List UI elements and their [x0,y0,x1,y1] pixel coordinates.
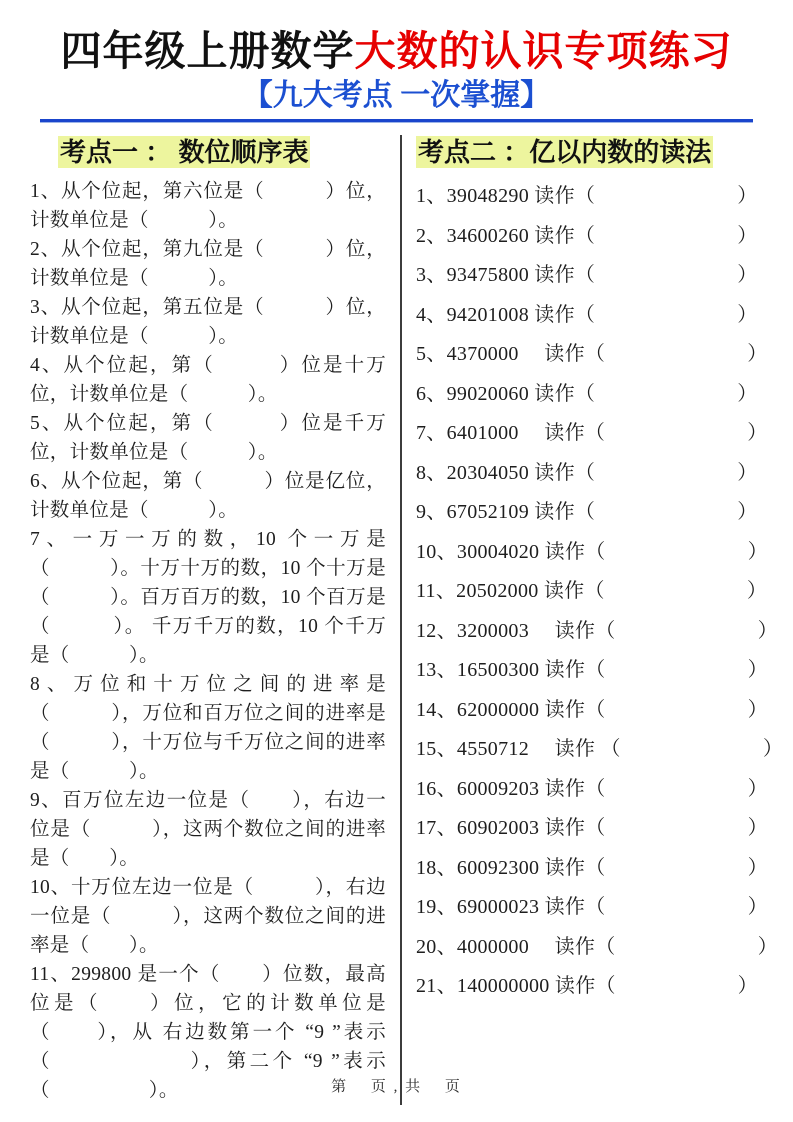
read-item-13: 13、16500300 读作（ ） [416,659,768,681]
read-item-2: 2、34600260 读作（ ） [416,224,758,247]
read-item-17: 17、60902003 读作（ ） [416,817,768,839]
content-columns [0,123,793,1105]
read-item-18: 18、60092300 读作（ ） [416,856,768,879]
read-item-14: 14、62000000 读作（ ） [416,698,768,721]
question-8: 8、万位和十万位之间的进率是（ ），万位和百万位之间的进率是（ ），十万位与千万位之间的进率是（ ）。 [30,674,386,782]
question-4: 4、从个位起，第（ ）位是十万位，计数单位是（ ）。 [30,355,386,405]
read-item-3: 3、93475800 读作（ ） [416,264,758,286]
read-item-7: 7、6401000 读作（ ） [416,422,768,444]
read-item-9: 9、67052109 读作（ ） [416,501,758,523]
section-place-value-order [30,135,392,1105]
question-6: 6、从个位起，第（ ）位是亿位，计数单位是（ ）。 [30,471,386,521]
question-11: 11、299800 是一个（ ）位数，最高位是（ ）位，它的计数单位是（ ），从 右边数第一个 “9 ”表示（ ），第二个 “9 ”表示（ ）。 [30,964,386,1101]
question-3: 3、从个位起，第五位是（ ）位，计数单位是（ ）。 [30,297,386,347]
page-header [0,0,793,114]
page-title [0,26,793,76]
question-10: 10、十万位左边一位是（ ），右边一位是（ ），这两个数位之间的进率是（ ）。 [30,877,386,956]
question-7: 7、一万一万的数，10 个一万是（ ）。十万十万的数，10 个十万是（ ）。百万百万的数，10 个百万是（ ）。 千万千万的数，10 个千万是（ ）。 [30,529,386,666]
question-9: 9、百万位左边一位是（ ），右边一位是（ ），这两个数位之间的进率是（ ）。 [30,790,386,869]
read-item-6: 6、99020060 读作（ ） [416,382,758,405]
read-item-1: 1、39048290 读作（ ） [416,185,758,207]
title-topic: 大数的认识专项练习 [354,28,733,74]
read-item-21: 21、140000000 读作（ ） [416,975,758,997]
read-item-20: 20、4000000 读作（ ） [416,935,778,958]
section-one-heading: 考点一 ： 数位顺序表 [60,137,309,167]
question-2: 2、从个位起，第九位是（ ）位，计数单位是（ ）。 [30,239,386,289]
read-item-15: 15、4550712 读作 （ ） [416,738,784,760]
read-item-5: 5、4370000 读作（ ） [416,343,768,365]
read-item-16: 16、60009203 读作（ ） [416,777,768,800]
read-item-10: 10、30004020 读作（ ） [416,540,768,563]
read-item-8: 8、20304050 读作（ ） [416,461,758,484]
page-footer: 第 页 , 共 页 [331,1079,462,1095]
read-item-19: 19、69000023 读作（ ） [416,896,768,918]
read-item-12: 12、3200003 读作（ ） [416,619,778,642]
section-two-heading: 考点二 ：亿以内数的读法 [418,137,712,167]
question-1: 1、从个位起，第六位是（ ）位，计数单位是（ ）。 [30,181,386,231]
title-course: 四年级上册数学 [60,28,355,74]
page-subtitle: 【九大考点 一次掌握】 [242,79,551,112]
read-item-11: 11、20502000 读作（ ） [416,580,768,602]
read-item-4: 4、94201008 读作（ ） [416,303,758,326]
section-reading-numbers [400,135,783,1105]
question-5: 5、从个位起，第（ ）位是千万位，计数单位是（ ）。 [30,413,386,463]
